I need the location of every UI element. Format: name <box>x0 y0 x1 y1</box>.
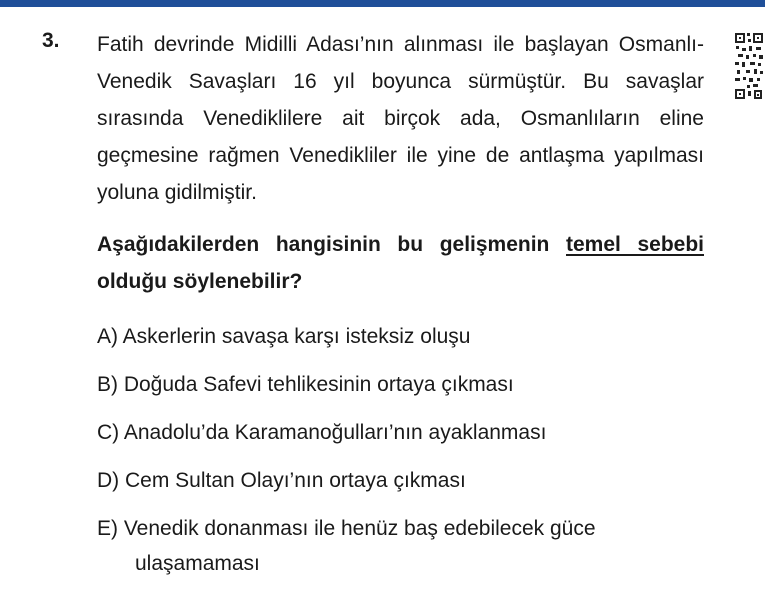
option-e-line1: E) Venedik donanması ile henüz baş edebilecek güce <box>97 517 596 540</box>
qr-code-icon[interactable] <box>734 31 764 103</box>
option-c[interactable]: C) Anadolu’da Karamanoğulları’nın ayaklanması <box>97 421 547 444</box>
prompt-underlined-emphasis: temel sebebi <box>566 233 704 256</box>
option-e[interactable] <box>97 511 704 581</box>
question-stem: Fatih devrinde Midilli Adası’nın alınması ile başlayan Osmanlı-Venedik Savaşları 16 yıl boyunca sürmüştür. Bu savaşlar sırasında Venediklilere ait birçok ada, Osmanlıların eline geçmesine rağmen Venedikliler ile yine de antlaşma yapılması yoluna gidilmiştir. <box>97 33 704 204</box>
option-a[interactable]: A) Askerlerin savaşa karşı isteksiz oluşu <box>97 325 471 348</box>
option-b[interactable]: B) Doğuda Safevi tehlikesinin ortaya çıkması <box>97 373 514 396</box>
top-accent-bar <box>0 0 765 7</box>
prompt-text-start: Aşağıdakilerden hangisinin bu gelişmenin <box>97 233 566 256</box>
prompt-text-end: olduğu söylenebilir? <box>97 270 303 293</box>
question-prompt <box>97 226 704 300</box>
option-e-line2: ulaşamaması <box>135 552 260 575</box>
option-d[interactable]: D) Cem Sultan Olayı’nın ortaya çıkması <box>97 469 466 492</box>
question-number: 3. <box>42 29 60 52</box>
